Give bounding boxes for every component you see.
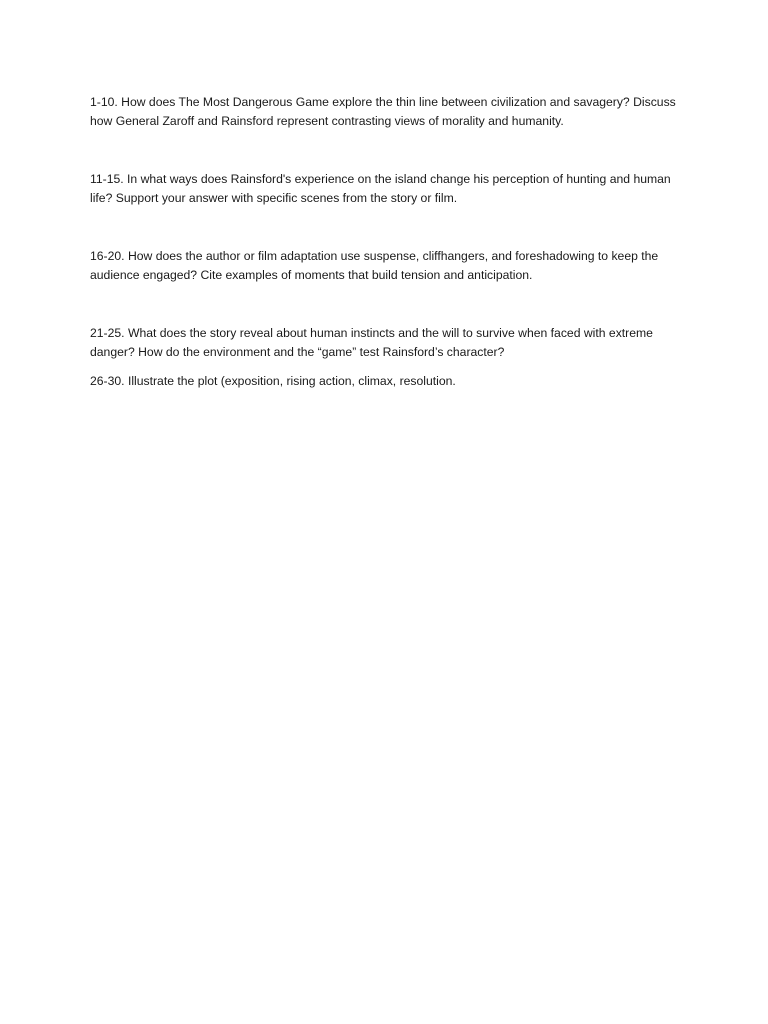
question-1-10: 1-10. How does The Most Dangerous Game explore the thin line between civilization and savagery? Discuss how General Zaroff and Rainsford represent contrasting views of morality and humanity. (90, 95, 676, 128)
question-26-30: 26-30. Illustrate the plot (exposition, rising action, climax, resolution. (90, 374, 456, 388)
question-16-20: 16-20. How does the author or film adaptation use suspense, cliffhangers, and foreshadowing to keep the audience engaged? Cite examples of moments that build tension and anticipation. (90, 249, 659, 282)
question-11-15: 11-15. In what ways does Rainsford's experience on the island change his perception of hunting and human life? Support your answer with specific scenes from the story or film. (90, 172, 671, 205)
question-21-25: 21-25. What does the story reveal about human instincts and the will to survive when faced with extreme danger? How do the environment and the “game” test Rainsford’s character? (90, 326, 653, 359)
